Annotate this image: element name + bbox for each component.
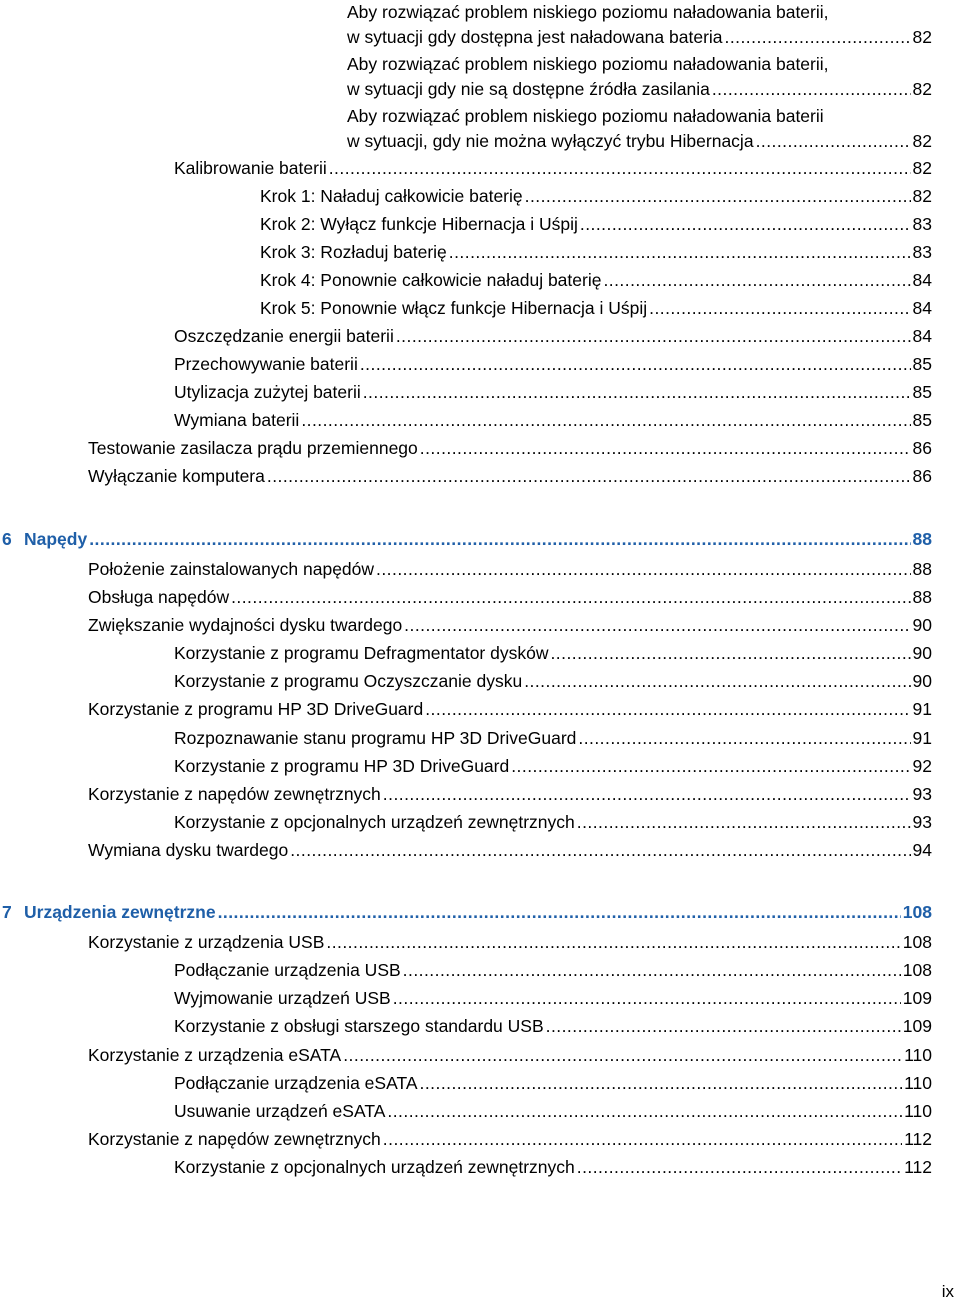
dot-leader	[231, 587, 910, 607]
toc-entry-label: Zwiększanie wydajności dysku twardego	[88, 615, 403, 635]
dot-leader	[578, 728, 910, 748]
toc-entry[interactable]	[88, 1129, 932, 1149]
toc-entry[interactable]	[88, 1045, 932, 1065]
toc-entry[interactable]	[174, 643, 932, 663]
toc-entry[interactable]	[174, 326, 932, 346]
toc-entry-title	[174, 326, 394, 346]
toc-entry-title	[260, 270, 601, 290]
dot-leader	[404, 615, 910, 635]
toc-entry[interactable]	[88, 438, 932, 458]
toc-page-number: 108	[902, 902, 932, 922]
toc-entry-title	[174, 1157, 575, 1177]
toc-page-number: 85	[912, 354, 932, 374]
dot-leader	[376, 559, 911, 579]
toc-page-number: 85	[912, 382, 932, 402]
toc-page-number: 82	[912, 79, 932, 99]
toc-entry-label: Krok 1: Naładuj całkowicie baterię	[260, 186, 523, 206]
dot-leader	[387, 1101, 902, 1121]
toc-page-number: 109	[902, 1016, 932, 1036]
toc-entry-title	[174, 671, 522, 691]
dot-leader	[267, 466, 911, 486]
toc-entry-label: Krok 3: Rozładuj baterię	[260, 242, 447, 262]
toc-entry-title	[174, 643, 548, 663]
dot-leader	[725, 27, 911, 47]
dot-leader	[449, 242, 911, 262]
toc-page-number: 84	[912, 270, 932, 290]
dot-leader	[326, 932, 900, 952]
dot-leader	[218, 902, 901, 922]
toc-entry-title	[174, 960, 401, 980]
toc-entry[interactable]	[174, 382, 932, 402]
dot-leader	[396, 326, 911, 346]
toc-page-number: 93	[912, 784, 932, 804]
toc-entry-title	[347, 131, 754, 151]
toc-entry[interactable]	[260, 270, 932, 290]
dot-leader	[403, 960, 901, 980]
toc-page-number: 108	[902, 932, 932, 952]
toc-entry-label: Wymiana dysku twardego	[88, 840, 289, 860]
toc-entry[interactable]	[174, 756, 932, 776]
toc-entry-label: Krok 4: Ponownie całkowicie naładuj baterię	[260, 270, 602, 290]
toc-entry[interactable]	[174, 812, 932, 832]
toc-entry-label: Korzystanie z programu HP 3D DriveGuard	[174, 756, 510, 776]
toc-entry[interactable]	[174, 988, 932, 1008]
toc-page-number: 82	[912, 158, 932, 178]
toc-entry-title	[88, 615, 402, 635]
toc-entry-label: Utylizacja zużytej baterii	[174, 382, 361, 402]
dot-leader	[383, 784, 911, 804]
toc-page-number: 82	[912, 186, 932, 206]
toc-chapter[interactable]	[2, 529, 932, 549]
toc-entry-label: w sytuacji, gdy nie można wyłączyć trybu Hibernacja	[347, 131, 754, 151]
toc-entry[interactable]	[347, 2, 932, 47]
toc-entry[interactable]	[174, 1016, 932, 1036]
toc-entry-title	[260, 186, 523, 206]
toc-entry-label: Wymiana baterii	[174, 410, 300, 430]
toc-page-number: 91	[912, 699, 932, 719]
toc-entry-title	[88, 1129, 381, 1149]
toc-entry-title	[88, 932, 324, 952]
toc-entry-title	[174, 756, 509, 776]
toc-entry-title	[174, 354, 358, 374]
dot-leader	[301, 410, 910, 430]
toc-entry-title	[347, 27, 723, 47]
toc-entry-label: Obsługa napędów	[88, 587, 230, 607]
toc-entry[interactable]	[88, 840, 932, 860]
dot-leader	[383, 1129, 902, 1149]
toc-entry-title	[2, 902, 216, 922]
toc-entry-title	[88, 699, 423, 719]
toc-entry-label: Korzystanie z programu HP 3D DriveGuard	[88, 699, 424, 719]
chapter-number: 7	[2, 902, 12, 922]
toc-entry[interactable]	[260, 242, 932, 262]
toc-entry-title-line: Aby rozwiązać problem niskiego poziomu naładowania baterii,	[347, 54, 829, 74]
toc-entry-title-line: Aby rozwiązać problem niskiego poziomu naładowania baterii,	[347, 2, 829, 22]
toc-page-number: 112	[904, 1157, 932, 1177]
toc-entry-title	[174, 988, 391, 1008]
toc-entry-title	[88, 1045, 341, 1065]
dot-leader	[425, 699, 910, 719]
toc-entry[interactable]	[174, 1073, 932, 1093]
toc-page-number: 86	[912, 466, 932, 486]
toc-entry-label: Podłączanie urządzenia eSATA	[174, 1073, 418, 1093]
toc-entry-title	[2, 529, 87, 549]
toc-page-number: 90	[912, 671, 932, 691]
toc-page-number: 91	[912, 728, 932, 748]
toc-page-number: 110	[904, 1045, 932, 1065]
dot-leader	[329, 158, 911, 178]
toc-entry[interactable]	[174, 671, 932, 691]
toc-entry-title	[174, 382, 361, 402]
dot-leader	[577, 1157, 902, 1177]
page-number: ix	[941, 1282, 954, 1301]
dot-leader	[603, 270, 910, 290]
toc-page-number: 90	[912, 643, 932, 663]
toc-entry-label: w sytuacji gdy nie są dostępne źródła zasilania	[347, 79, 710, 99]
dot-leader	[360, 354, 911, 374]
toc-entry-label: Korzystanie z obsługi starszego standardu USB	[174, 1016, 544, 1036]
toc-entry-label: Podłączanie urządzenia USB	[174, 960, 401, 980]
toc-page-number: 88	[912, 559, 932, 579]
dot-leader	[577, 812, 911, 832]
toc-page-number: 82	[912, 131, 932, 151]
toc-entry[interactable]	[88, 615, 932, 635]
toc-entry-label: Kalibrowanie baterii	[174, 158, 327, 178]
toc-entry-label: Korzystanie z urządzenia eSATA	[88, 1045, 342, 1065]
toc-entry-label: Rozpoznawanie stanu programu HP 3D DriveGuard	[174, 728, 577, 748]
dot-leader	[89, 529, 910, 549]
toc-page-number: 86	[912, 438, 932, 458]
toc-entry[interactable]	[88, 784, 932, 804]
toc-chapter[interactable]	[2, 902, 932, 922]
toc-entry[interactable]	[174, 960, 932, 980]
toc-entry-label: Korzystanie z opcjonalnych urządzeń zewnętrznych	[174, 1157, 575, 1177]
toc-entry[interactable]	[88, 587, 932, 607]
toc-entry-title	[88, 466, 265, 486]
toc-page-number: 94	[912, 840, 932, 860]
toc-entry-label: Urządzenia zewnętrzne	[24, 902, 216, 922]
toc-page-number: 92	[912, 756, 932, 776]
toc-entry-label: Korzystanie z napędów zewnętrznych	[88, 1129, 381, 1149]
toc-entry-label: Korzystanie z opcjonalnych urządzeń zewnętrznych	[174, 812, 575, 832]
toc-entry-title	[174, 1101, 385, 1121]
toc-entry-title	[260, 242, 447, 262]
toc-entry[interactable]	[260, 214, 932, 234]
toc-page-number: 85	[912, 410, 932, 430]
toc-entry-label: Krok 5: Ponownie włącz funkcje Hibernacja i Uśpij	[260, 298, 648, 318]
dot-leader	[550, 643, 910, 663]
toc-entry-title	[88, 438, 418, 458]
toc-entry[interactable]	[174, 410, 932, 430]
toc-entry-title	[174, 728, 576, 748]
toc-entry-title	[174, 158, 327, 178]
dot-leader	[580, 214, 911, 234]
dot-leader	[511, 756, 910, 776]
toc-entry-title	[347, 79, 710, 99]
toc-entry-title-line: Aby rozwiązać problem niskiego poziomu naładowania baterii	[347, 106, 824, 126]
dot-leader	[420, 438, 911, 458]
toc-entry-label: Testowanie zasilacza prądu przemiennego	[88, 438, 418, 458]
toc-entry-label: Przechowywanie baterii	[174, 354, 358, 374]
toc-entry[interactable]	[174, 1157, 932, 1177]
toc-entry[interactable]	[174, 1101, 932, 1121]
toc-entry-label: Korzystanie z urządzenia USB	[88, 932, 325, 952]
toc-page-number: 88	[912, 587, 932, 607]
dot-leader	[343, 1045, 902, 1065]
toc-entry-label: Położenie zainstalowanych napędów	[88, 559, 375, 579]
dot-leader	[525, 186, 911, 206]
toc-entry-title	[174, 1073, 418, 1093]
dot-leader	[524, 671, 910, 691]
dot-leader	[363, 382, 911, 402]
toc-page-number: 110	[904, 1073, 932, 1093]
toc-page-number: 84	[912, 298, 932, 318]
toc-entry-label: Napędy	[24, 529, 88, 549]
toc-page-number: 83	[912, 242, 932, 262]
toc-entry-title	[88, 587, 229, 607]
dot-leader	[756, 131, 911, 151]
toc-entry[interactable]	[260, 298, 932, 318]
toc-entry[interactable]	[88, 699, 932, 719]
toc-page-number: 112	[904, 1129, 932, 1149]
toc-entry[interactable]	[347, 106, 932, 151]
toc-page-number: 110	[904, 1101, 932, 1121]
chapter-number: 6	[2, 529, 12, 549]
toc-entry[interactable]	[174, 158, 932, 178]
toc-entry[interactable]	[347, 54, 932, 99]
toc-page-number: 88	[912, 529, 932, 549]
toc-entry-label: w sytuacji gdy dostępna jest naładowana bateria	[347, 27, 723, 47]
toc-page-number: 82	[912, 27, 932, 47]
dot-leader	[649, 298, 910, 318]
toc-entry[interactable]	[260, 186, 932, 206]
toc-entry[interactable]	[88, 559, 932, 579]
toc-entry-label: Korzystanie z programu Defragmentator dysków	[174, 643, 549, 663]
toc-page-number: 84	[912, 326, 932, 346]
toc-entry-label: Korzystanie z programu Oczyszczanie dysku	[174, 671, 523, 691]
toc-entry-title	[174, 1016, 544, 1036]
toc-entry-label: Wyłączanie komputera	[88, 466, 265, 486]
toc-entry-title	[260, 298, 647, 318]
toc-entry-label: Usuwanie urządzeń eSATA	[174, 1101, 386, 1121]
dot-leader	[420, 1073, 903, 1093]
toc-entry-title	[88, 784, 381, 804]
toc-page-number: 90	[912, 615, 932, 635]
dot-leader	[393, 988, 901, 1008]
toc-entry-title	[88, 559, 374, 579]
toc-entry-label: Krok 2: Wyłącz funkcje Hibernacja i Uśpij	[260, 214, 578, 234]
dot-leader	[712, 79, 911, 99]
toc-entry-label: Oszczędzanie energii baterii	[174, 326, 394, 346]
toc-entry[interactable]	[174, 354, 932, 374]
toc-entry-title	[174, 410, 299, 430]
toc-entry[interactable]	[88, 932, 932, 952]
toc-entry[interactable]	[88, 466, 932, 486]
dot-leader	[546, 1016, 901, 1036]
toc-page-number: 93	[912, 812, 932, 832]
toc-entry-title	[174, 812, 575, 832]
toc-entry-label: Wyjmowanie urządzeń USB	[174, 988, 391, 1008]
toc-page-number: 109	[902, 988, 932, 1008]
toc-entry[interactable]	[174, 728, 932, 748]
toc-entry-label: Korzystanie z napędów zewnętrznych	[88, 784, 381, 804]
dot-leader	[290, 840, 910, 860]
toc-entry-title	[88, 840, 288, 860]
toc-page-number: 108	[902, 960, 932, 980]
toc-page-number: 83	[912, 214, 932, 234]
toc-entry-title	[260, 214, 578, 234]
